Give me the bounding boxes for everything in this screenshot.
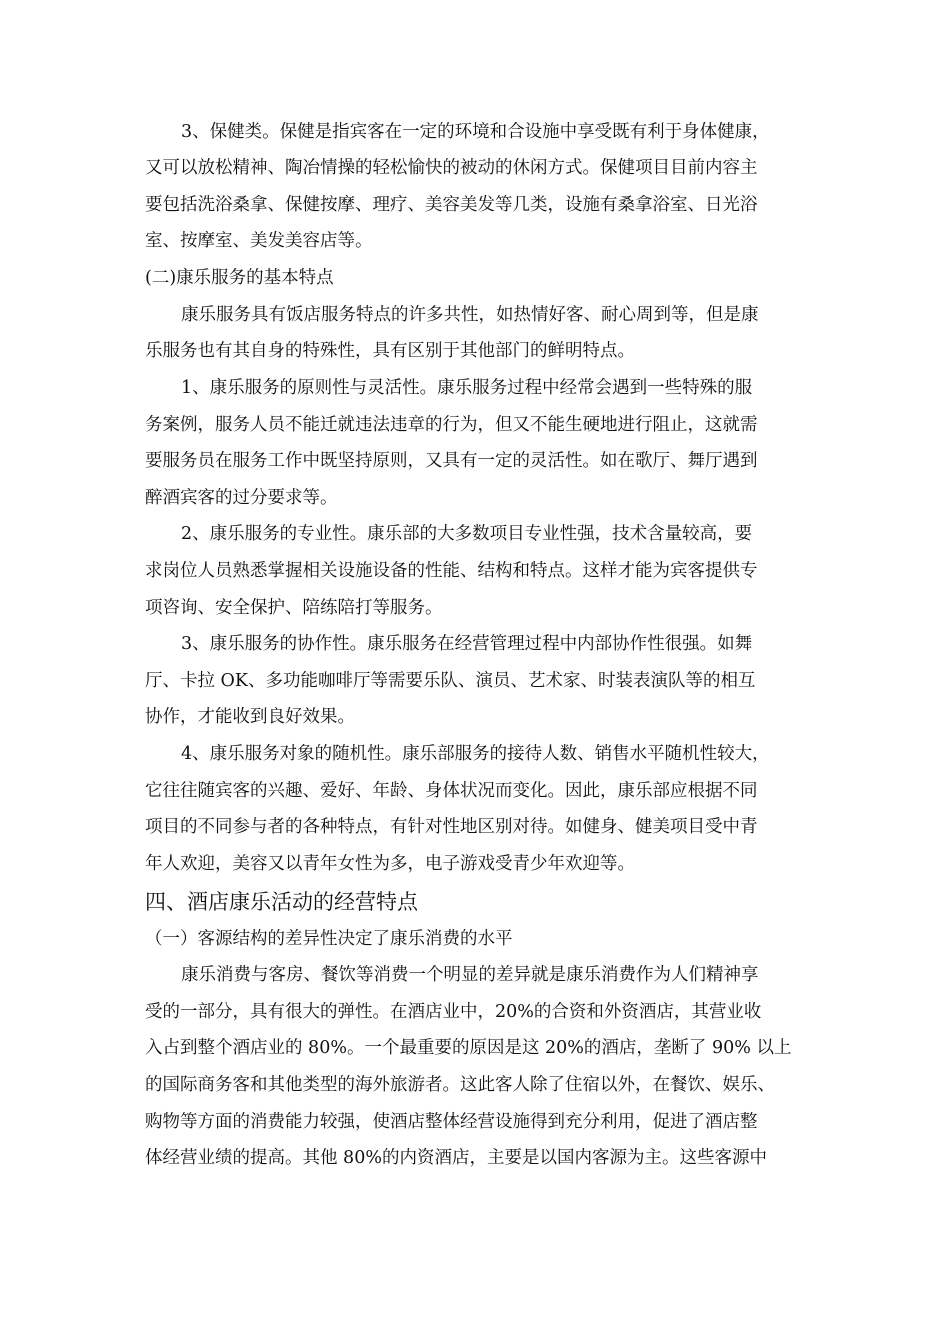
text-line: 又可以放松精神、陶冶情操的轻松愉快的被动的休闲方式。保健项目目前内容主	[145, 158, 758, 178]
chapter-heading: 四、酒店康乐活动的经营特点	[145, 890, 418, 914]
text-line: 1、康乐服务的原则性与灵活性。康乐服务过程中经常会遇到一些特殊的服	[181, 378, 753, 398]
text-line: 项咨询、安全保护、陪练陪打等服务。	[145, 598, 443, 618]
text-line: 年人欢迎，美容又以青年女性为多，电子游戏受青少年欢迎等。	[145, 854, 635, 874]
text-line: 醉酒宾客的过分要求等。	[145, 488, 338, 508]
text-line: 的国际商务客和其他类型的海外旅游者。这此客人除了住宿以外，在餐饮、娱乐、	[145, 1075, 775, 1095]
text-line: 受的一部分，具有很大的弹性。在酒店业中，20%的合资和外资酒店，其营业收	[145, 1002, 762, 1022]
section-heading: (二)康乐服务的基本特点	[145, 268, 334, 288]
text-line: 室、按摩室、美发美容店等。	[145, 231, 373, 251]
text-line: 康乐服务具有饭店服务特点的许多共性，如热情好客、耐心周到等，但是康	[181, 305, 759, 325]
section-heading: （一）客源结构的差异性决定了康乐消费的水平	[145, 929, 513, 949]
text-line: 3、保健类。保健是指宾客在一定的环境和合设施中享受既有利于身体健康，	[181, 122, 770, 142]
text-line: 求岗位人员熟悉掌握相关设施设备的性能、结构和特点。这样才能为宾客提供专	[145, 561, 758, 581]
text-line: 4、康乐服务对象的随机性。康乐部服务的接待人数、销售水平随机性较大，	[181, 744, 770, 764]
text-line: 入占到整个酒店业的 80%。一个最重要的原因是这 20%的酒店，垄断了 90% 以上	[145, 1038, 792, 1058]
text-line: 协作，才能收到良好效果。	[145, 707, 355, 727]
text-line: 项目的不同参与者的各种特点，有针对性地区别对待。如健身、健美项目受中青	[145, 817, 758, 837]
text-line: 要服务员在服务工作中既坚持原则，又具有一定的灵活性。如在歌厅、舞厅遇到	[145, 451, 758, 471]
text-line: 它往往随宾客的兴趣、爱好、年龄、身体状况而变化。因此，康乐部应根据不同	[145, 781, 758, 801]
text-line: 要包括洗浴桑拿、保健按摩、理疗、美容美发等几类，设施有桑拿浴室、日光浴	[145, 195, 758, 215]
text-line: 厅、卡拉 OK、多功能咖啡厅等需要乐队、演员、艺术家、时装表演队等的相互	[145, 671, 756, 691]
text-line: 2、康乐服务的专业性。康乐部的大多数项目专业性强，技术含量较高，要	[181, 524, 753, 544]
text-line: 务案例，服务人员不能迁就违法违章的行为，但又不能生硬地进行阻止，这就需	[145, 415, 758, 435]
text-line: 体经营业绩的提高。其他 80%的内资酒店，主要是以国内客源为主。这些客源中	[145, 1148, 767, 1168]
text-line: 乐服务也有其自身的特殊性，具有区别于其他部门的鲜明特点。	[145, 341, 635, 361]
text-line: 3、康乐服务的协作性。康乐服务在经营管理过程中内部协作性很强。如舞	[181, 634, 753, 654]
text-line: 购物等方面的消费能力较强，使酒店整体经营设施得到充分利用，促进了酒店整	[145, 1112, 758, 1132]
text-line: 康乐消费与客房、餐饮等消费一个明显的差异就是康乐消费作为人们精神享	[181, 965, 759, 985]
